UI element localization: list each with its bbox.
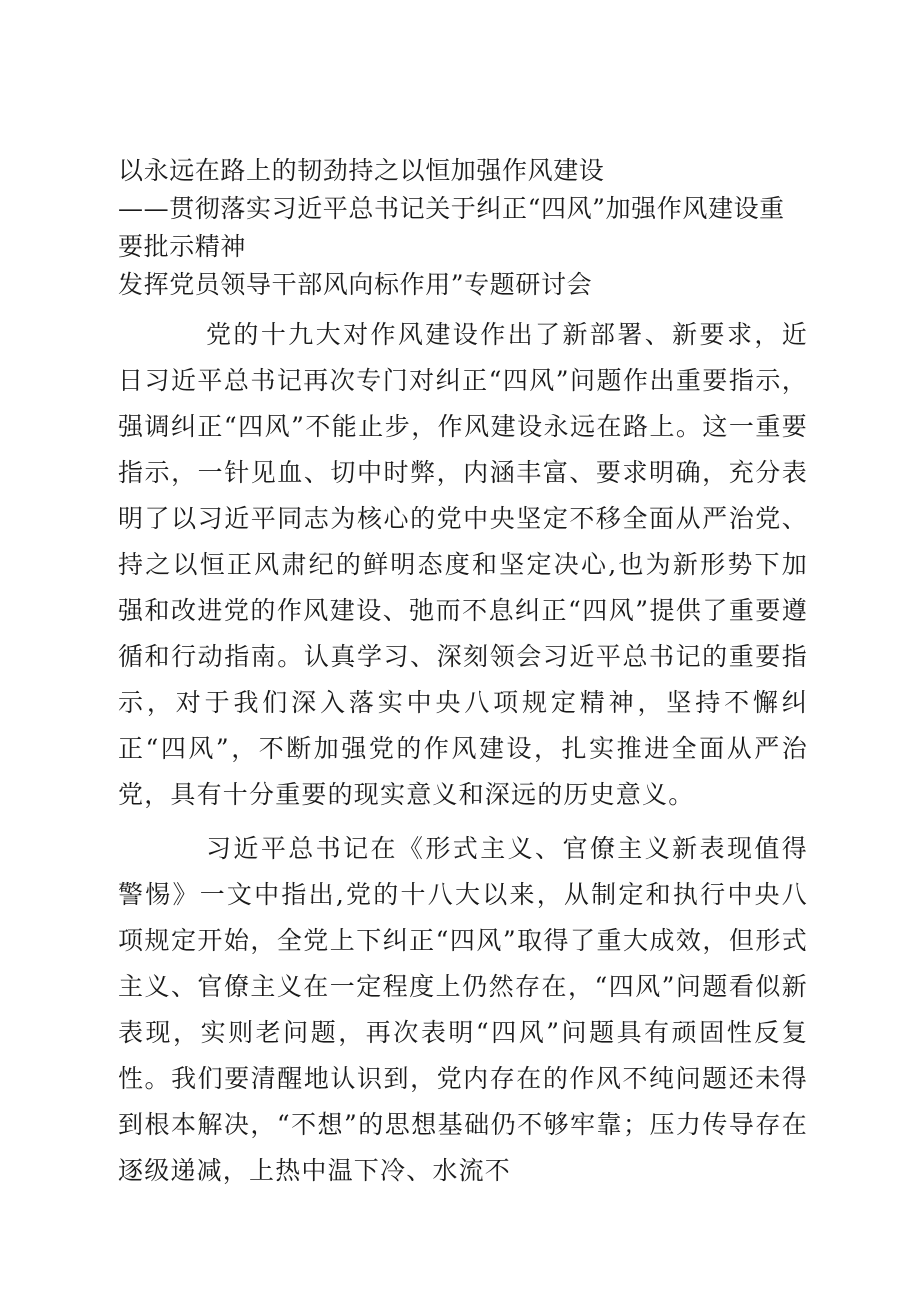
document-subtitle: ——贯彻落实习近平总书记关于纠正“四风”加强作风建设重要批示精神 (118, 194, 785, 261)
document-title: 以永远在路上的韧劲持之以恒加强作风建设 (118, 156, 605, 185)
paragraph-2: 习近平总书记在《形式主义、官僚主义新表现值得警惕》一文中指出,党的十八大以来，从制定和执行中央八项规定开始，全党上下纠正“四风”取得了重大成效，但形式主义、官僚主义在一定程度上仍然存在，“四风”问题看似新表现，实则老问题，再次表明“四风”问题具有顽固性反复性。我们要清醒地认识到，党内存在的作风不纯问题还未得到根本解决，“不想”的思想基础仍不够牢靠；压力传导存在逐级递减，上热中温下冷、水流不 (118, 834, 808, 1185)
event-title: 发挥党员领导干部风向标作用”专题研讨会 (118, 270, 593, 299)
document-body (118, 152, 808, 1194)
paragraph-1: 党的十九大对作风建设作出了新部署、新要求，近日习近平总书记再次专门对纠正“四风”问题作出重要指示，强调纠正“四风”不能止步，作风建设永远在路上。这一重要指示，一针见血、切中时弊，内涵丰富、要求明确，充分表明了以习近平同志为核心的党中央坚定不移全面从严治党、持之以恒正风肃纪的鲜明态度和坚定决心,也为新形势下加强和改进党的作风建设、弛而不息纠正“四风”提供了重要遵循和行动指南。认真学习、深刻领会习近平总书记的重要指示，对于我们深入落实中央八项规定精神，坚持不懈纠正“四风”，不断加强党的作风建设，扎实推进全面从严治党，具有十分重要的现实意义和深远的历史意义。 (118, 320, 808, 809)
